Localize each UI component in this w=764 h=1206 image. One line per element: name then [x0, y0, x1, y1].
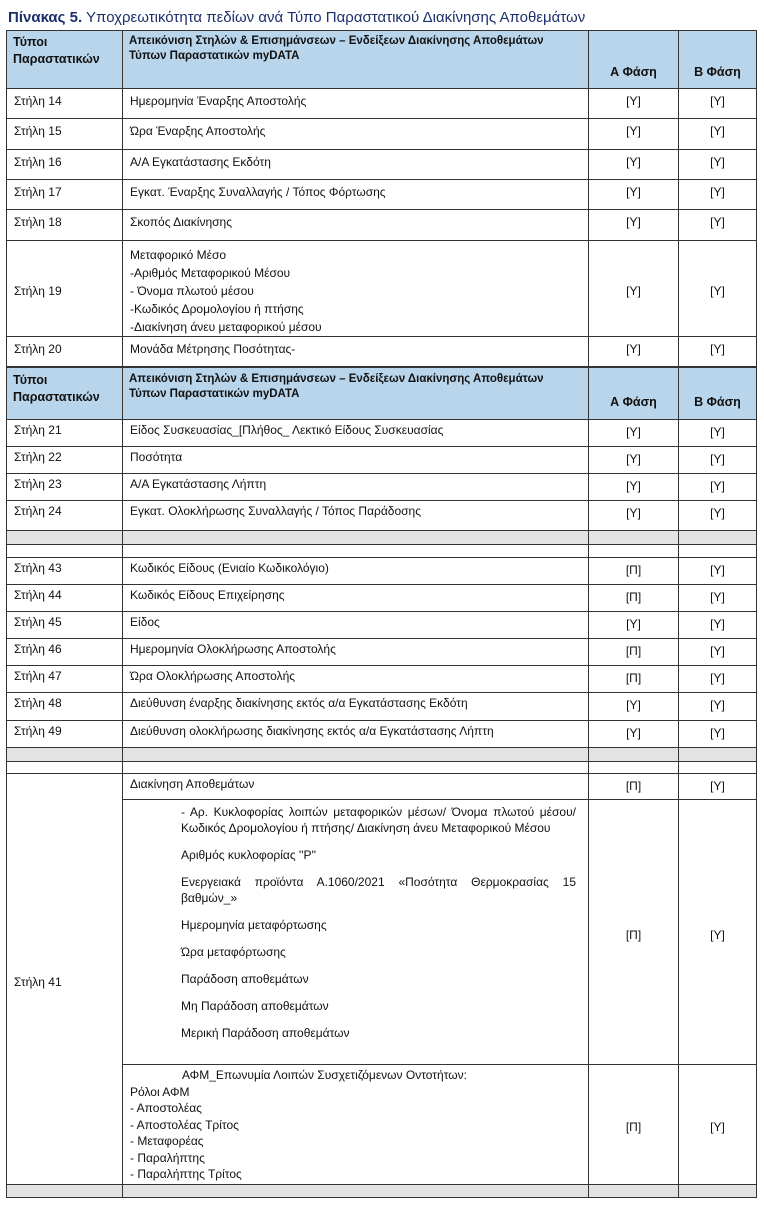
- list-item: Ώρα μεταφόρτωσης: [181, 945, 286, 959]
- phase-a-value: [Y]: [589, 420, 679, 447]
- phase-b-value: [Y]: [679, 693, 757, 721]
- table-row: [7, 210, 757, 241]
- caption-label: Πίνακας 5.: [8, 9, 83, 26]
- field-description: Σκοπός Διακίνησης: [123, 210, 589, 241]
- table-row: [7, 612, 757, 639]
- header-doc-types-line2: Παραστατικών: [13, 390, 100, 404]
- header-doc-types-line1: Τύποι: [13, 35, 48, 49]
- column-id: Στήλη 48: [7, 693, 123, 721]
- phase-a-value: [Y]: [589, 612, 679, 639]
- phase-b-value: [Y]: [679, 612, 757, 639]
- phase-a-value: [Y]: [589, 721, 679, 748]
- list-item: Μη Παράδοση αποθεμάτων: [181, 999, 329, 1013]
- field-description: Α/Α Εγκατάστασης Λήπτη: [123, 474, 589, 501]
- phase-b-value: [Y]: [679, 585, 757, 612]
- phase-b-value: [Y]: [679, 150, 757, 180]
- field-description: Κωδικός Είδους (Ενιαίο Κωδικολόγιο): [123, 558, 589, 585]
- table-row: [7, 639, 757, 666]
- field-description: Μονάδα Μέτρησης Ποσότητας-: [123, 337, 589, 367]
- phase-b-value: [Y]: [679, 420, 757, 447]
- phase-a-value: [Y]: [589, 150, 679, 180]
- table-row: [7, 666, 757, 693]
- description-line: Μεταφορικό Μέσο: [130, 248, 227, 262]
- separator-row: [7, 762, 757, 774]
- list-item: - Αρ. Κυκλοφορίας λοιπών μεταφορικών μέσων/ Όνομα πλωτού μέσου/Κωδικός Δρομολογίου ή πτήσης/ Διακίνηση άνευ Μεταφορικού Μέσου: [181, 805, 576, 835]
- header-mapping-line1: Απεικόνιση Στηλών & Επισημάνσεων – Ενδείξεων Διακίνησης Αποθεμάτων: [129, 35, 544, 47]
- list-item: Μερική Παράδοση αποθεμάτων: [181, 1026, 350, 1040]
- phase-a-value: [Y]: [589, 89, 679, 119]
- phase-a-value: [Y]: [589, 241, 679, 337]
- phase-b-value: [Y]: [679, 337, 757, 367]
- table-row: [7, 447, 757, 474]
- field-description: Κωδικός Είδους Επιχείρησης: [123, 585, 589, 612]
- header-columns-mapping: [123, 31, 589, 89]
- phase-b-value: [Y]: [679, 721, 757, 748]
- column-id: Στήλη 16: [7, 150, 123, 180]
- description-line: - Παραλήπτης: [130, 1150, 205, 1165]
- phase-b-value: [Y]: [679, 119, 757, 150]
- separator-row: [7, 545, 757, 558]
- phase-a-value: [Y]: [589, 693, 679, 721]
- table-row: [7, 150, 757, 180]
- header-phase-b: Β Φάση: [679, 368, 757, 420]
- phase-b-value: [Y]: [679, 447, 757, 474]
- field-description: Διακίνηση Αποθεμάτων: [123, 774, 589, 800]
- phase-b-value: [Y]: [679, 666, 757, 693]
- table-row: [7, 501, 757, 531]
- phase-a-value: [Y]: [589, 474, 679, 501]
- header-mapping-line1: Απεικόνιση Στηλών & Επισημάνσεων – Ενδείξεων Διακίνησης Αποθεμάτων: [129, 373, 544, 385]
- mandatory-fields-table-part1: [6, 30, 757, 367]
- column-id: Στήλη 22: [7, 447, 123, 474]
- column-id: Στήλη 20: [7, 337, 123, 367]
- phase-b-value: [Y]: [679, 474, 757, 501]
- field-description: Ώρα Έναρξης Αποστολής: [123, 119, 589, 150]
- table-row: [7, 337, 757, 367]
- table-row: [7, 558, 757, 585]
- phase-a-value: [Π]: [589, 558, 679, 585]
- description-line: - Μεταφορέας: [130, 1134, 204, 1148]
- phase-a-value: [Π]: [589, 1065, 679, 1185]
- column-id: Στήλη 45: [7, 612, 123, 639]
- header-columns-mapping: [123, 368, 589, 420]
- column-id: Στήλη 18: [7, 210, 123, 241]
- field-description: Α/Α Εγκατάστασης Εκδότη: [123, 150, 589, 180]
- table-caption: [8, 7, 758, 29]
- phase-b-value: [Y]: [679, 774, 757, 800]
- description-line: Ρόλοι ΑΦΜ: [130, 1084, 190, 1099]
- phase-a-value: [Y]: [589, 210, 679, 241]
- field-description: Ποσότητα: [123, 447, 589, 474]
- table-header-row: [7, 31, 757, 89]
- field-description: Διεύθυνση ολοκλήρωσης διακίνησης εκτός α/α Εγκατάστασης Λήπτη: [123, 721, 589, 748]
- phase-a-value: [Π]: [589, 585, 679, 612]
- phase-a-value: [Y]: [589, 180, 679, 210]
- table-row: [7, 693, 757, 721]
- column-id: Στήλη 43: [7, 558, 123, 585]
- description-line: -Αριθμός Μεταφορικού Μέσου: [130, 266, 291, 280]
- field-description: Εγκατ. Έναρξης Συναλλαγής / Τόπος Φόρτωσης: [123, 180, 589, 210]
- column-id: Στήλη 21: [7, 420, 123, 447]
- description-line: - Αποστολέας: [130, 1101, 202, 1115]
- header-phase-a: Α Φάση: [589, 31, 679, 89]
- table-row: [7, 89, 757, 119]
- description-line: - Όνομα πλωτού μέσου: [130, 284, 254, 298]
- field-description: [123, 1065, 589, 1185]
- column-id: Στήλη 44: [7, 585, 123, 612]
- phase-b-value: [Y]: [679, 558, 757, 585]
- phase-a-value: [Y]: [589, 337, 679, 367]
- column-id: Στήλη 46: [7, 639, 123, 666]
- phase-b-value: [Y]: [679, 639, 757, 666]
- phase-a-value: [Y]: [589, 447, 679, 474]
- table-row: [7, 180, 757, 210]
- description-line: -Διακίνηση άνευ μεταφορικού μέσου: [130, 320, 322, 334]
- mandatory-fields-table-part2: [6, 367, 757, 1198]
- phase-a-value: [Π]: [589, 639, 679, 666]
- phase-b-value: [Y]: [679, 180, 757, 210]
- table-row: [7, 241, 757, 337]
- header-phase-a: Α Φάση: [589, 368, 679, 420]
- header-doc-types: [7, 368, 123, 420]
- field-description: Είδος: [123, 612, 589, 639]
- description-line: - Παραλήπτης Τρίτος: [130, 1167, 242, 1181]
- separator-row: [7, 1185, 757, 1198]
- table-row: [7, 721, 757, 748]
- field-description: Ημερομηνία Έναρξης Αποστολής: [123, 89, 589, 119]
- phase-a-value: [Π]: [589, 800, 679, 1065]
- list-item: Αριθμός κυκλοφορίας ''P'': [181, 848, 317, 862]
- header-doc-types-line2: Παραστατικών: [13, 52, 100, 66]
- field-description: Διεύθυνση έναρξης διακίνησης εκτός α/α Εγκατάστασης Εκδότη: [123, 693, 589, 721]
- table-row: [7, 474, 757, 501]
- field-description: Ώρα Ολοκλήρωσης Αποστολής: [123, 666, 589, 693]
- caption-text: Υποχρεωτικότητα πεδίων ανά Τύπο Παραστατικού Διακίνησης Αποθεμάτων: [86, 9, 586, 26]
- header-mapping-line2: Τύπων Παραστατικών myDATA: [129, 50, 300, 62]
- table-header-row: [7, 368, 757, 420]
- phase-b-value: [Y]: [679, 241, 757, 337]
- column-id: Στήλη 24: [7, 501, 123, 531]
- header-doc-types: [7, 31, 123, 89]
- description-line: - Αποστολέας Τρίτος: [130, 1117, 239, 1132]
- table-row: [7, 585, 757, 612]
- phase-a-value: [Π]: [589, 666, 679, 693]
- phase-b-value: [Y]: [679, 800, 757, 1065]
- header-doc-types-line1: Τύποι: [13, 373, 48, 387]
- header-mapping-line2: Τύπων Παραστατικών myDATA: [129, 388, 300, 400]
- phase-a-value: [Y]: [589, 119, 679, 150]
- column-id: Στήλη 41: [7, 774, 123, 1185]
- list-item: Ενεργειακά προϊόντα Α.1060/2021 «Ποσότητα Θερμοκρασίας 15 βαθμών_»: [181, 875, 576, 905]
- description-line: -Κωδικός Δρομολογίου ή πτήσης: [130, 302, 304, 316]
- table-row-41-top: [7, 774, 757, 800]
- field-description: Ημερομηνία Ολοκλήρωσης Αποστολής: [123, 639, 589, 666]
- phase-a-value: [Y]: [589, 501, 679, 531]
- column-id: Στήλη 47: [7, 666, 123, 693]
- field-description: Είδος Συσκευασίας_[Πλήθος_ Λεκτικό Είδους Συσκευασίας: [123, 420, 589, 447]
- separator-row: [7, 531, 757, 545]
- table-row: [7, 119, 757, 150]
- header-phase-b: Β Φάση: [679, 31, 757, 89]
- field-description: Εγκατ. Ολοκλήρωσης Συναλλαγής / Τόπος Παράδοσης: [123, 501, 589, 531]
- column-id: Στήλη 15: [7, 119, 123, 150]
- column-id: Στήλη 49: [7, 721, 123, 748]
- phase-b-value: [Y]: [679, 1065, 757, 1185]
- separator-row: [7, 748, 757, 762]
- entities-title: ΑΦΜ_Επωνυμία Λοιπών Συσχετιζόμενων Οντοτήτων:: [182, 1068, 467, 1082]
- column-id: Στήλη 17: [7, 180, 123, 210]
- column-id: Στήλη 19: [7, 241, 123, 337]
- phase-b-value: [Y]: [679, 210, 757, 241]
- list-item: Ημερομηνία μεταφόρτωσης: [181, 918, 327, 932]
- field-description-list: [123, 800, 589, 1065]
- column-id: Στήλη 23: [7, 474, 123, 501]
- list-item: Παράδοση αποθεμάτων: [181, 972, 309, 986]
- table-row: [7, 420, 757, 447]
- phase-a-value: [Π]: [589, 774, 679, 800]
- phase-b-value: [Y]: [679, 501, 757, 531]
- phase-b-value: [Y]: [679, 89, 757, 119]
- column-id: Στήλη 14: [7, 89, 123, 119]
- field-description: [123, 241, 589, 337]
